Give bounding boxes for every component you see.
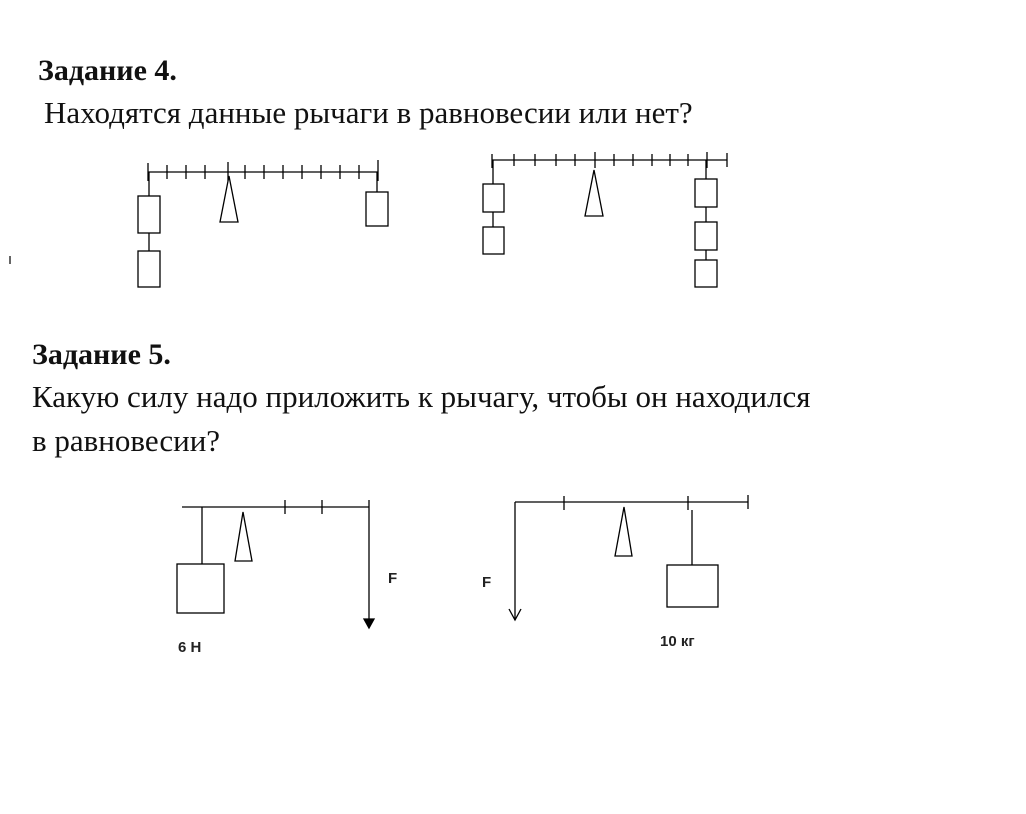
task5-lever-1	[177, 500, 374, 628]
fulcrum	[220, 176, 238, 222]
weight-block	[695, 260, 717, 287]
task4-heading: Задание 4.	[38, 54, 177, 87]
weight-block	[177, 564, 224, 613]
weight-block	[667, 565, 718, 607]
force-label-F: F	[482, 574, 492, 591]
weight-block	[695, 179, 717, 207]
task5-lever-2	[509, 495, 748, 620]
task5-question-line1: Какую силу надо приложить к рычагу, чтобы он находился	[32, 379, 811, 414]
arrow-head	[364, 619, 374, 628]
fulcrum	[585, 170, 603, 216]
task5-question-line2: в равновесии?	[32, 423, 221, 458]
fulcrum	[615, 507, 632, 556]
weight-label-6N: 6 Н	[178, 639, 202, 656]
task4-lever-b	[483, 152, 727, 287]
task5-heading: Задание 5.	[32, 338, 171, 371]
weight-block	[138, 251, 160, 287]
task4-lever-a	[138, 160, 388, 287]
weight-block	[483, 227, 504, 254]
task4-question: Находятся данные рычаги в равновесии или нет?	[44, 95, 693, 130]
mass-label-10kg: 10 кг	[660, 633, 695, 650]
weight-block	[138, 196, 160, 233]
weight-block	[483, 184, 504, 212]
weight-block	[366, 192, 388, 226]
weight-block	[695, 222, 717, 250]
fulcrum	[235, 512, 252, 561]
lever-ticks	[148, 160, 378, 181]
force-label-F: F	[388, 570, 398, 587]
